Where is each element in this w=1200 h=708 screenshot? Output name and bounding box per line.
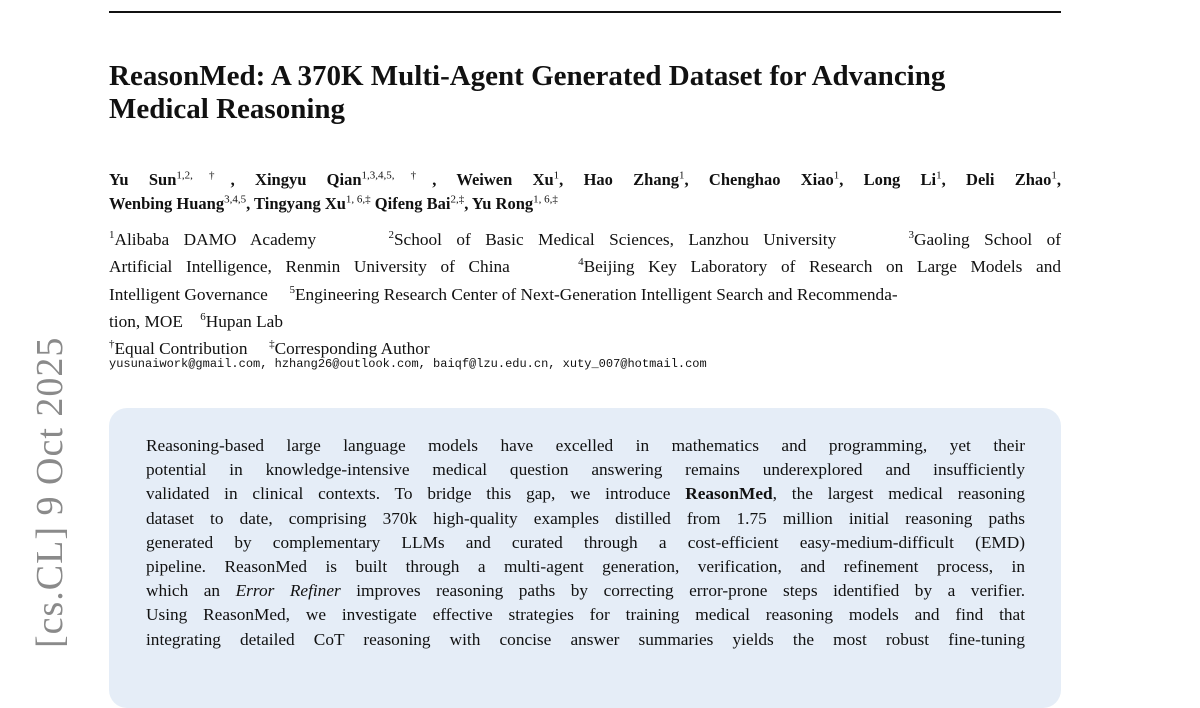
author-list — [109, 165, 1061, 214]
author: Wenbing Huang$^{3,4,5}$, — [109, 193, 251, 213]
affiliation: Beijing Key Laboratory of Research on Large Models and — [583, 257, 1061, 277]
affiliation: Engineering Research Center of Next-Generation Intelligent Search and Recommenda- — [294, 284, 898, 304]
affiliation: Intelligent Governance — [109, 284, 268, 304]
author: Yu Sun$^{1,2,\dagger}$, — [109, 169, 235, 189]
affiliation: Artificial Intelligence, Renmin University of China — [109, 257, 510, 277]
arxiv-stamp: [cs.CL] 9 Oct 2025 — [29, 336, 71, 648]
affiliation: Gaoling School of — [914, 229, 1061, 249]
author: Tingyang $Xu^{1, 6,\ddagger}$ — [254, 193, 371, 213]
corresponding-author-note: Corresponding Author — [274, 338, 430, 358]
abstract-text: Reasoning-based large language models have excelled in mathematics and programming, yet their potential in knowledge-intensive medical question answering remains underexplored and insufficiently validated in clinical contexts. To bridge this gap, we introduce ReasonMed, the largest medical reasoning dataset to date, comprising 370k high-quality examples distilled from 1.75 million initial reasoning paths generated by complementary LLMs and curated through a cost-efficient easy-medium-difficult (EMD) pipeline. ReasonMed is built through a multi-agent generation, verification, and refinement process, in which an Error Refiner improves reasoning paths by correcting error-prone steps identified by a verifier. Using ReasonMed, we investigate effective strategies for training medical reasoning models and find that integrating detailed CoT reasoning with concise answer summaries yields the most robust fine-tuning — [146, 436, 1026, 649]
author: Qifeng Bai$^{2,\ddagger}$, — [374, 193, 469, 213]
dataset-name: ReasonMed — [685, 484, 773, 504]
affiliation: Hupan Lab — [205, 311, 283, 331]
author: Weiwen Xu$^1$, — [456, 169, 564, 189]
title-line: ReasonMed: A 370K Multi-Agent Generated Dataset for Advancing — [109, 60, 946, 92]
author: Deli Zhao$^1$, — [966, 169, 1062, 189]
affiliation: School of Basic Medical Sciences, Lanzhou University — [393, 229, 837, 249]
affiliations: $^1$Alibaba DAMO Academy $^2$School of Basic Medical Sciences, Lanzhou University $^3$Gaoling School of Artificial Intelligence, Renmin University of China $^4$Beijing Key Laboratory of Research on Large Models and Intelligent Governance $^5$Engineering Research Center of Next-Generation Intelligent Search and Recommenda- tion, MOE $^6$Hupan Lab †Equal Contribution ‡Corresponding Author — [109, 229, 1061, 358]
author: Yu Rong$^{1, 6,\ddagger}$ — [471, 193, 558, 213]
error-refiner-term: Error Refiner — [235, 581, 341, 601]
equal-contribution-note: Equal Contribution — [114, 338, 248, 358]
author: Xingyu Qian$^{1,3,4,5,\dagger}$, — [255, 169, 437, 189]
author: Hao Zhang$^1$, — [583, 169, 689, 189]
title-line: Medical Reasoning — [109, 93, 346, 125]
affiliation: Alibaba DAMO Academy — [114, 229, 317, 249]
paper-title — [109, 60, 1069, 126]
author-line — [109, 165, 1061, 190]
author-line — [109, 190, 1061, 215]
author: Long Li$^1$, — [863, 169, 946, 189]
author-emails: yusunaiwork@gmail.com, hzhang26@outlook.com, baiqf@lzu.edu.cn, xuty_007@hotmail.com — [109, 357, 707, 371]
affiliation: tion, MOE — [109, 311, 183, 331]
top-rule — [109, 11, 1061, 13]
author: Chenghao Xiao$^1$, — [708, 169, 844, 189]
